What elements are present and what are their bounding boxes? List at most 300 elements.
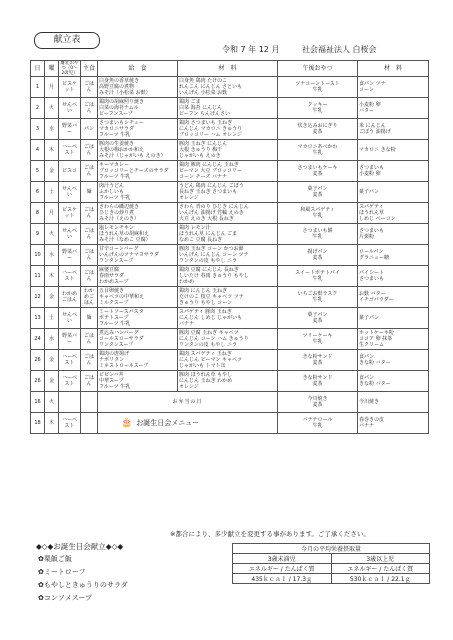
afternoon-ingredients — [358, 371, 429, 392]
staple-food: ごはん — [81, 140, 98, 161]
cell-line: ほうれん草の胡麻和え — [99, 231, 150, 237]
cell-line: 鶏肉 ごま — [179, 99, 201, 105]
header-staple: 主食 — [81, 61, 98, 77]
lunch-ingredients — [178, 119, 278, 140]
staple-food: ごはん — [81, 98, 98, 119]
cell-line: バナナ — [359, 423, 375, 429]
afternoon-snack — [278, 413, 358, 434]
birthday-menu-item: ✿もやしときゅうりのサラダ — [38, 581, 128, 589]
lunch-ingredients — [178, 182, 278, 203]
staple-food: ごはん — [81, 245, 98, 266]
weekday: 月 — [45, 77, 59, 98]
cell-line: 肉汁うどん — [99, 183, 125, 189]
cell-line: キーマカレー — [99, 162, 130, 168]
staple-food: ごはん — [81, 329, 98, 350]
cell-line: なめこ 豆腐 長ねぎ — [179, 237, 223, 243]
cell-line: みそ汁（えのき） — [99, 216, 140, 222]
organization-name: 社会福祉法人 白桜会 — [302, 45, 377, 54]
afternoon-snack — [278, 350, 358, 371]
weekday: 金 — [45, 371, 59, 392]
birthday-menu — [36, 540, 128, 605]
cell-line: さつまいも — [359, 276, 385, 282]
cell-line: ココア 卵 抹茶 — [359, 336, 393, 342]
cell-line: 麦茶 — [312, 381, 323, 387]
staple-food: わかめごはん — [81, 287, 98, 308]
weekday: 木 — [45, 266, 59, 287]
cell-line: 豚肉の生姜焼き — [99, 141, 135, 147]
day-number: 10 — [31, 245, 45, 266]
header-row — [31, 61, 429, 77]
cell-line: コーン チーズ バナナ — [179, 174, 227, 180]
lunch-dishes — [98, 308, 178, 329]
afternoon-snack — [278, 77, 358, 98]
cell-line: うどん 鶏肉 にんじん ごぼう — [179, 183, 244, 189]
cell-line: マカロニサラダ — [99, 126, 134, 132]
cell-line: ワンタンスープ — [99, 258, 134, 264]
afternoon-ingredients — [358, 161, 429, 182]
cell-line: 麦茶 — [312, 255, 323, 261]
cell-line: コールスローサラダ — [99, 336, 144, 342]
cell-line: 揚げパン — [307, 249, 328, 255]
header-lunch-ingredients: 材 料 — [178, 61, 278, 77]
cell-line: さつまいもケーキ — [297, 165, 338, 171]
cell-line: さわらの磯辺焼き — [99, 204, 140, 210]
afternoon-snack — [278, 308, 358, 329]
cell-line: 高野豆腐の煮物 — [99, 84, 135, 90]
morning-snack: ハーベスト — [59, 266, 81, 287]
lunch-ingredients — [178, 98, 278, 119]
afternoon-ingredients — [358, 308, 429, 329]
cell-line: ほうれん草 — [359, 210, 385, 216]
cell-line: フルーツ 牛乳 — [99, 321, 131, 327]
cell-line: ミルクスープ — [99, 300, 129, 306]
cell-line: 菓子パン — [359, 189, 380, 195]
cell-line: 今川焼き — [359, 399, 380, 405]
cell-line: 食パン — [359, 375, 375, 381]
cell-line: ビーフンスープ — [99, 111, 133, 117]
cell-line: ブロッコリー ハム オレンジ — [179, 132, 242, 138]
cell-line: ツリーケーキ — [302, 333, 333, 339]
cell-line: 白菜 海苔 にんじん — [179, 105, 223, 111]
menu-row — [31, 203, 429, 224]
nutrition-col-label: エネルギー / たんぱく質 — [233, 564, 332, 574]
afternoon-snack — [278, 182, 358, 203]
birthday-menu-item: ✿栗飯ご飯 — [38, 555, 72, 563]
cell-line: しいたけ 春雨 きゅうり もやし — [179, 273, 249, 279]
cell-line: きな粉サンド — [302, 375, 333, 381]
morning-snack — [59, 392, 81, 413]
afternoon-ingredients — [358, 266, 429, 287]
lunch-dishes — [98, 329, 178, 350]
cell-line: 豚肉 玉ねぎ にんじん — [179, 141, 228, 147]
morning-snack: ハーベスト — [59, 413, 81, 434]
cell-line: いんげん 油揚げ 竹輪 えのき — [179, 210, 244, 216]
staple-food: ごはん — [81, 350, 98, 371]
afternoon-snack — [278, 224, 358, 245]
menu-row — [31, 245, 429, 266]
afternoon-snack — [278, 329, 358, 350]
day-number: 16 — [31, 392, 45, 413]
afternoon-ingredients — [358, 182, 429, 203]
cell-line: 豚肉 玉ねぎ コーン かつお節 — [179, 246, 244, 252]
staple-food — [81, 392, 98, 413]
cell-line: コーン — [359, 87, 374, 93]
afternoon-ingredients — [358, 140, 429, 161]
lunch-dishes — [98, 203, 178, 224]
menu-row — [31, 182, 429, 203]
morning-snack: ハーベスト — [59, 371, 81, 392]
cell-line: しめじ ベーコン — [359, 216, 396, 222]
cell-line: 菓子パン — [307, 312, 328, 318]
cell-line: ワンタンスープ — [99, 342, 134, 348]
lunch-dishes — [98, 161, 178, 182]
cell-line: マカロニあべかわ — [297, 144, 338, 150]
day-number: 12 — [31, 287, 45, 308]
lunch-ingredients — [178, 203, 278, 224]
lunch-ingredients — [178, 161, 278, 182]
cell-line: きな粉 バター — [359, 381, 391, 387]
menu-row — [31, 350, 429, 371]
menu-table — [30, 60, 429, 434]
cell-line: きな粉サンド — [302, 354, 333, 360]
lunch-ingredients — [178, 77, 278, 98]
cell-line: 牛乳 — [312, 87, 323, 93]
weekday: 金 — [45, 287, 59, 308]
cell-line: さつまいもシチュー — [99, 120, 144, 126]
menu-row — [31, 413, 429, 434]
menu-row — [31, 224, 429, 245]
cell-line: 麻婆豆腐 — [99, 267, 120, 273]
cell-line: ミネストローネスープ — [99, 363, 149, 369]
lunch-ingredients — [178, 371, 278, 392]
cell-line: 中華スープ — [99, 378, 124, 384]
afternoon-ingredients — [358, 119, 429, 140]
cell-line: 牛乳 — [312, 150, 323, 156]
morning-snack: わかめごはん — [59, 287, 81, 308]
cell-line: 大根 きゅうり 梅干 — [179, 147, 223, 153]
lunch-dishes — [98, 287, 178, 308]
cell-line: にんじん しめじ じゃがいも — [179, 315, 243, 321]
cell-line: 鶏肉 にんじん 玉ねぎ — [179, 288, 228, 294]
afternoon-snack — [278, 119, 358, 140]
cell-line: 大根の梅おかか和え — [99, 147, 145, 153]
cell-line: じゃがいも えのき — [179, 153, 221, 159]
cell-line: 麦茶 — [312, 192, 323, 198]
cell-line: ワンタンの皮 もやし ニラ — [179, 342, 237, 348]
day-number: 26 — [31, 371, 45, 392]
morning-snack: 野菜バー — [59, 119, 81, 140]
cell-line: にんじん ピーマン キャベツ — [179, 357, 242, 363]
cell-line: ほうれん草 にんじん ごま — [179, 231, 238, 237]
weekday: 金 — [45, 161, 59, 182]
birthday-menu-title: ◆◇◆お誕生日会献立◆◇◆ — [36, 542, 124, 551]
menu-row — [31, 266, 429, 287]
morning-snack: ビスケット — [59, 77, 81, 98]
lunch-dishes — [98, 182, 178, 203]
cell-line: さつまいも餅 — [302, 228, 333, 234]
morning-snack: 野菜バー — [59, 329, 81, 350]
afternoon-ingredients — [358, 203, 429, 224]
day-number: 3 — [31, 119, 45, 140]
afternoon-ingredients — [358, 77, 429, 98]
nutrition-title: 今月の平均栄養摂取量 — [233, 544, 430, 554]
cell-line: ホットケーキ粉 — [359, 330, 394, 336]
header-weekday: 曜 — [45, 61, 59, 77]
nutrition-over3-label: 3歳以上児 — [331, 554, 430, 564]
menu-row — [31, 392, 429, 413]
cell-line: 鶏肉の唐揚げ — [99, 351, 130, 357]
cell-line: みそ汁（小松菜 お麩） — [99, 90, 151, 96]
cell-line: 鶏肉 スパゲティ 玉ねぎ — [179, 351, 232, 357]
day-number: 11 — [31, 266, 45, 287]
cell-line: ナポリタン — [99, 357, 125, 363]
birthday-label: お誕生日会メニュー — [136, 419, 200, 427]
cell-line: いんげん にんじん コーン ツナ — [179, 252, 249, 258]
nutrition-col-label: エネルギー / たんぱく質 — [331, 564, 430, 574]
staple-food: ごはん — [81, 77, 98, 98]
lunch-ingredients — [178, 224, 278, 245]
header-afternoon-snack: 午後おやつ — [278, 61, 358, 77]
cell-line: スパゲティ — [359, 204, 384, 210]
cell-line: わかめスープ — [99, 279, 129, 285]
afternoon-ingredients — [358, 245, 429, 266]
lunch-dishes — [98, 266, 178, 287]
lunch-ingredients — [178, 140, 278, 161]
cell-line: 豚肉 ほうれん草 もやし — [179, 372, 233, 378]
afternoon-ingredients — [358, 98, 429, 119]
menu-row — [31, 308, 429, 329]
day-number: 13 — [31, 308, 45, 329]
morning-snack: ハーベスト — [59, 140, 81, 161]
cell-line: 今川焼き — [307, 396, 328, 402]
header-day: 日 — [31, 61, 45, 77]
cell-line: にんじん コーン ハム きゅうり — [179, 336, 249, 342]
cell-line: オレンジ — [179, 384, 199, 390]
day-number: 26 — [31, 350, 45, 371]
cell-line: 大豆 えのき 大根 長ねぎ — [179, 216, 234, 222]
cell-line: きゅうり もやし コーン — [179, 300, 233, 306]
day-number: 6 — [31, 182, 45, 203]
menu-date: 令和 7 年 12 月 — [222, 45, 280, 54]
cell-line: 生クリーム — [359, 342, 385, 348]
cell-line: さわら 青のり ひじき にんじん — [179, 204, 249, 210]
cell-line: ツナコーントースト — [295, 81, 340, 87]
cell-line: 白菜の海苔ナムル — [99, 105, 139, 111]
cell-line: さつまいも — [359, 228, 385, 234]
morning-snack: せんべい — [59, 182, 81, 203]
cell-line: いちごお麩ラスク — [297, 291, 338, 297]
cell-line: 鶏肉 豆腐 にんじん 長ねぎ — [179, 267, 239, 273]
cell-line: 牛乳 — [312, 213, 323, 219]
menu-row — [31, 77, 429, 98]
page-title: 献立表 — [34, 32, 100, 49]
afternoon-snack — [278, 371, 358, 392]
cell-line: ビーフン ちんげんさい — [179, 111, 230, 117]
menu-row — [31, 140, 429, 161]
cell-line: 麦茶 — [312, 318, 323, 324]
cell-line: 牛乳 — [312, 276, 323, 282]
cell-line: みそ汁（じゃがいも えのき） — [99, 153, 166, 159]
morning-snack: せんべい — [59, 98, 81, 119]
weekday: 水 — [45, 245, 59, 266]
cell-line: バナナロール — [302, 417, 333, 423]
staple-food: ごはん — [81, 371, 98, 392]
cell-line: オレンジ — [179, 195, 199, 201]
weekday: 木 — [45, 140, 59, 161]
cell-line: フルーツ 牛乳 — [99, 132, 131, 138]
day-number: 18 — [31, 413, 45, 434]
afternoon-snack — [278, 245, 358, 266]
day-number: 24 — [31, 329, 45, 350]
afternoon-snack — [278, 203, 358, 224]
weekday: 火 — [45, 224, 59, 245]
cell-line: ワンタンの皮 もやし ニラ — [179, 258, 237, 264]
cell-line: マカロニ きな粉 — [359, 147, 396, 153]
cell-line: ポテトスープ — [99, 315, 129, 321]
staple-food: 麺 — [81, 182, 98, 203]
afternoon-snack — [278, 140, 358, 161]
lunch-dishes — [98, 371, 178, 392]
weekday: 火 — [45, 98, 59, 119]
cell-line: にんじん 玉ねぎ わかめ — [179, 378, 233, 384]
menu-row — [31, 98, 429, 119]
cell-line: 食パン ツナ — [359, 81, 386, 87]
cell-line: 片栗粉 — [359, 234, 375, 240]
weekday: 水 — [45, 329, 59, 350]
cell-line: 麦茶 — [312, 171, 323, 177]
weekday: 土 — [45, 182, 59, 203]
day-number: 4 — [31, 140, 45, 161]
cell-line: フルーツ 牛乳 — [99, 195, 131, 201]
cell-line: 豚肉 豆腐 玉ねぎ キャベツ — [179, 330, 239, 336]
nutrition-under3-label: 3歳未満児 — [233, 554, 332, 564]
cell-line: パイシート — [359, 270, 385, 276]
lunch-dishes — [98, 119, 178, 140]
cell-line: 牛乳 — [312, 423, 323, 429]
cell-line: ひじきの炒り煮 — [99, 210, 135, 216]
cell-line: 牛乳 — [312, 234, 323, 240]
cell-line: 牛乳 — [312, 108, 323, 114]
lunch-ingredients — [178, 350, 278, 371]
cell-line: 菓子パン — [307, 186, 328, 192]
cell-line: 長ねぎ 玉ねぎ さつまいも — [179, 189, 238, 195]
lunch-ingredients — [178, 266, 278, 287]
lunch-ingredients — [178, 329, 278, 350]
cell-line: 食パン — [359, 354, 375, 360]
cell-line: ビビンバ丼 — [99, 372, 124, 378]
cell-line: バター — [359, 108, 375, 114]
lunch-dishes — [98, 224, 178, 245]
staple-food — [81, 413, 98, 434]
day-number: 1 — [31, 77, 45, 98]
cell-line: 白身魚の香草焼き — [99, 78, 140, 84]
birthday-wrap — [99, 420, 276, 426]
afternoon-ingredients — [358, 413, 429, 434]
weekday: 月 — [45, 203, 59, 224]
lunch-dishes — [98, 245, 178, 266]
afternoon-snack — [278, 266, 358, 287]
cell-line: さつまいも — [359, 165, 385, 171]
afternoon-snack — [278, 287, 358, 308]
cell-line: クッキー — [307, 102, 328, 108]
day-number: 2 — [31, 98, 45, 119]
lunch-dishes — [98, 98, 178, 119]
lunchbox-day: お弁当の日 — [98, 392, 278, 413]
cell-line: ブロッコリーとチーズのサラダ — [99, 168, 169, 174]
cell-line: フルーツ 牛乳 — [99, 174, 131, 180]
nutrition-over3-value: 530ｋｃａｌ / 22.1ｇ — [331, 574, 430, 584]
staple-food: ごはん — [81, 224, 98, 245]
cell-line: 麦茶 — [312, 402, 323, 408]
cell-line: 小麦粉 卵 — [359, 171, 381, 177]
cell-line: ピーマン 大豆 ブロッコリー — [179, 168, 242, 174]
cell-line: グラニュー糖 — [359, 255, 390, 261]
header-afternoon-ingredients: 材 料 — [358, 61, 429, 77]
cell-line: たけのこ 枝豆 キャベツ ツナ — [179, 294, 244, 300]
cell-line: キャベツの中華和え — [99, 294, 145, 300]
cell-line: にんじん マカロニ きゅうり — [179, 126, 243, 132]
menu-row — [31, 287, 429, 308]
cell-line: フルーツ 牛乳 — [99, 384, 131, 390]
cell-line: 春巻きの皮 — [359, 417, 385, 423]
cell-line: ミートソースパスタ — [99, 309, 144, 315]
cell-line: わかめ — [179, 279, 195, 285]
cell-line: 小麦粉 卵 — [359, 102, 381, 108]
cell-line: いんげんのツナマヨサラダ — [99, 252, 159, 258]
lunch-ingredients — [178, 287, 278, 308]
weekday: 土 — [45, 308, 59, 329]
afternoon-ingredients — [358, 329, 429, 350]
afternoon-snack — [278, 161, 358, 182]
cell-line: みそ汁（なめこ 豆腐） — [99, 237, 151, 243]
afternoon-ingredients — [358, 287, 429, 308]
weekday: 火 — [45, 392, 59, 413]
menu-row — [31, 329, 429, 350]
morning-snack: せんべい — [59, 224, 81, 245]
day-number: 9 — [31, 224, 45, 245]
cell-line: 鶏肉 さつまいも 玉ねぎ — [179, 120, 233, 126]
cell-line: 白身魚 鶏肉 たけのこ — [179, 78, 228, 84]
day-number: 5 — [31, 161, 45, 182]
staple-food: 麺 — [81, 308, 98, 329]
morning-snack: ハーベスト — [59, 350, 81, 371]
cell-line: 菓子パン — [359, 315, 380, 321]
afternoon-snack — [278, 392, 358, 413]
cell-line: お麩 バター — [359, 291, 386, 297]
birthday-menu-item: ✿ミートローフ — [38, 568, 86, 576]
cell-line: 牛乳 — [312, 297, 323, 303]
header-snack: 離乳おやつ（0～2歳児） — [60, 61, 79, 76]
lunch-dishes — [98, 350, 178, 371]
cell-line: 塩レモンチキン — [99, 225, 134, 231]
staple-food: ごはん — [81, 161, 98, 182]
cell-line: 麦茶 — [312, 360, 323, 366]
lunch-dishes — [98, 77, 178, 98]
cell-line: ロールパン — [359, 249, 384, 255]
cell-line: ふかしいも — [99, 189, 125, 195]
cell-line: 麦茶 — [312, 129, 323, 135]
cell-line: 五目卵焼き — [99, 288, 125, 294]
afternoon-ingredients — [358, 392, 429, 413]
lunch-ingredients — [178, 308, 278, 329]
nutrition-table — [232, 543, 430, 584]
morning-snack: ビスコ — [59, 161, 81, 182]
menu-row — [31, 371, 429, 392]
cell-line: 和風スパゲティ — [300, 207, 335, 213]
menu-row — [31, 119, 429, 140]
cell-line: 鶏肉 レモン汁 — [179, 225, 211, 231]
morning-snack: ビスケット — [59, 203, 81, 224]
